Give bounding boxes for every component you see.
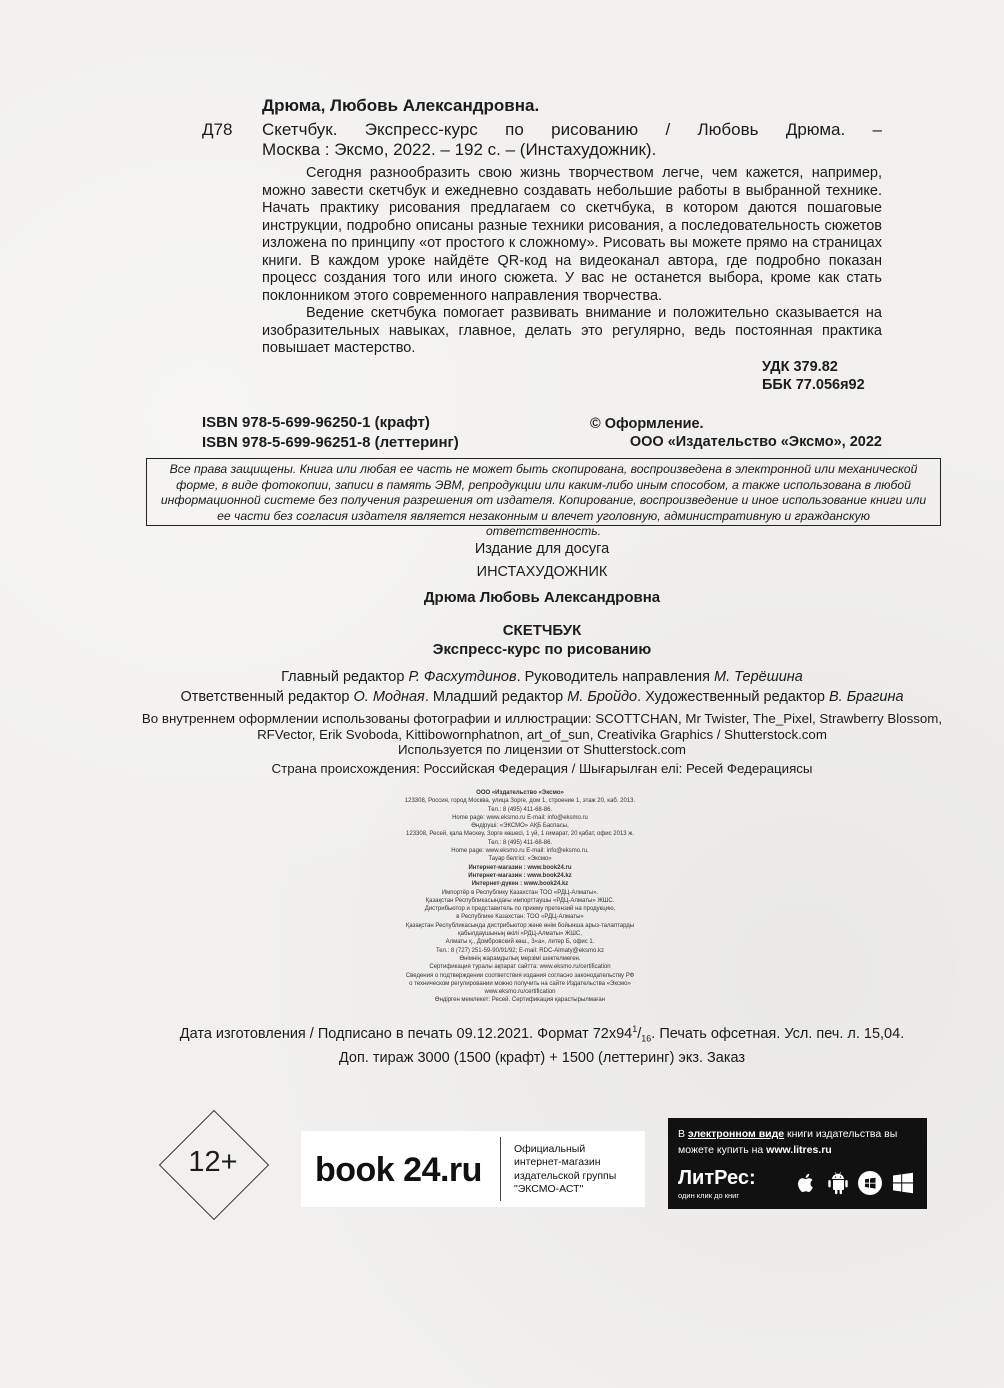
imprint-line: 123308, Ресей, қала Мәскеу, Зорге көшесі, 1 үй, 1 ғимарат, 20 қабат, офис 2013 ж. <box>406 831 634 838</box>
imprint-line: Тауар белгісі: «Эксмо» <box>488 856 552 863</box>
format-denominator: 16 <box>641 1033 652 1044</box>
imprint-line: Дистрибьютор и представитель по приему претензий на продукцию, <box>424 906 616 913</box>
copyright-block <box>590 415 882 451</box>
bbk-code: ББК 77.056я92 <box>762 377 865 393</box>
imprint-line: Өндірген мемлекет: Ресей. Сертификация қарастырылмаған <box>434 997 606 1004</box>
imprint-line: Өндіруші: «ЭКСМО» АҚБ Баспасы, <box>471 823 569 830</box>
label: Главный редактор <box>281 669 409 685</box>
imprint-line: Алматы қ., Домбровский көш., 3«а», литер Б, офис 1. <box>445 939 595 946</box>
litres-tagline: один клик до книг <box>678 1191 740 1200</box>
imprint-line: www.eksmo.ru/certification <box>484 989 556 996</box>
colophon-title <box>120 621 964 659</box>
imprint-line: Қазақстан Республикасындағы импорттаушы «РДЦ-Алматы» ЖШС. <box>425 897 615 904</box>
highlight: электронном виде <box>687 1128 785 1140</box>
colophon-author: Дрюма Любовь Александровна <box>423 589 661 606</box>
imprint-line: Интернет-магазин : www.book24.kz <box>468 872 572 879</box>
udk-code: УДК 379.82 <box>762 359 838 375</box>
imprint-line: Интернет-магазин : www.book24.ru <box>468 864 572 871</box>
credits-line: RFVector, Erik Svoboda, Kittibowornphatnon, art_of_sun, Creativika Graphics / Shutterstock.com <box>257 726 827 742</box>
bib-author-heading: Дрюма, Любовь Александровна. <box>262 96 540 115</box>
age-rating: 12+ <box>188 1146 238 1178</box>
text: книги издательства вы можете купить на <box>678 1128 898 1156</box>
desc-line: интернет-магазин <box>514 1156 601 1169</box>
litres-logo: ЛитРес: <box>678 1167 756 1189</box>
text: В <box>678 1128 688 1140</box>
bib-imprint-line: Москва : Эксмо, 2022. – 192 с. – (Инстахудожник). <box>262 140 657 159</box>
windows-phone-icon <box>857 1170 883 1196</box>
imprint-line: Сертификация туралы ақпарат сайтта: www.eksmo.ru/certification <box>429 964 611 971</box>
copyright-line: © Оформление. <box>590 416 704 432</box>
litres-site: www.litres.ru <box>766 1144 832 1156</box>
apple-icon <box>793 1170 819 1196</box>
windows-icon <box>890 1170 916 1196</box>
credits-line: Во внутреннем оформлении использованы фотографии и иллюстрации: SCOTTCHAN, Mr Twister, The_Pixel, Strawberry Blossom, <box>141 711 943 726</box>
book24-logo: book 24.ru <box>315 1151 482 1189</box>
desc-line: "ЭКСМО-АСТ" <box>514 1182 584 1195</box>
rights-notice: Все права защищены. Книга или любая ее часть не может быть скопирована, воспроизведена в электронной или механической форме, в виде фотокопии, записи в память ЭВМ, репродукции или каким-либо иным способом, а также использована в любой информационной системе без получения разрешения от издателя. Копирование, воспроизведение и иное использование книги или ее части без согласия издателя является незаконным и влечет уголовную, административную и гражданскую ответственность. <box>146 458 941 526</box>
imprint-line: ООО «Издательство «Эксмо» <box>476 790 564 796</box>
annotation <box>262 165 882 358</box>
direction-head: М. Терёшина <box>714 669 803 685</box>
license-line: Используется по лицензии от Shutterstock.com <box>397 742 686 757</box>
book24-description <box>514 1143 642 1196</box>
art-editor: В. Брагина <box>828 689 904 705</box>
imprint-line: Тел.: 8 (495) 411-68-86. <box>487 806 553 813</box>
responsible-editor: О. Модная <box>353 689 425 705</box>
edition-type: Издание для досуга <box>474 541 610 557</box>
label: Ответственный редактор <box>180 689 354 705</box>
classification-codes <box>762 358 882 394</box>
author-index-code: Д78 <box>202 120 233 139</box>
book24-banner[interactable] <box>301 1131 645 1207</box>
imprint-line: Өнімнің жарамдылық мерзімі шектелмеген. <box>459 955 581 962</box>
junior-editor: М. Бройдо <box>567 689 638 705</box>
imprint-line: Home page: www.eksmo.ru E-mail: info@eksmo.ru <box>452 814 588 821</box>
imprint-line: Тел.: 8 (727) 251-59-90/91/92; E-mail: RDC-Almaty@eksmo.kz <box>435 947 605 954</box>
imprint-line: в Республике Казахстан: ТОО «РДЦ-Алматы» <box>456 914 584 921</box>
imprint-line: Сведения о подтверждении соответствия издания согласно законодательству РФ <box>405 972 635 979</box>
label: . Художественный редактор <box>637 689 829 705</box>
series-name: ИНСТАХУДОЖНИК <box>476 564 608 580</box>
imprint-line: қабылдаушының өкілі «РДЦ-Алматы» ЖШС, <box>458 931 582 938</box>
print-run-line: Доп. тираж 3000 (1500 (крафт) + 1500 (леттеринг) экз. Заказ <box>338 1049 746 1066</box>
book-subtitle: Экспресс-курс по рисованию <box>432 641 652 658</box>
print-method: . Печать офсетная. Усл. печ. л. 15,04. <box>651 1025 905 1042</box>
desc-line: Официальный <box>514 1143 586 1155</box>
chief-editor: Р. Фасхутдинов <box>408 669 517 685</box>
print-date-format: Дата изготовления / Подписано в печать 09.12.2021. Формат 72х94 <box>179 1025 633 1042</box>
editors-line <box>120 689 964 705</box>
format-numerator: 1 <box>632 1024 638 1034</box>
isbn-kraft: ISBN 978-5-699-96250-1 (крафт) <box>202 414 430 431</box>
bib-title-line: Скетчбук. Экспресс-курс по рисованию / Любовь Дрюма. – <box>262 120 882 139</box>
isbn-block <box>202 413 459 453</box>
publisher-imprint <box>300 789 740 1005</box>
imprint-line: Home page: www.eksmo.ru E-mail: info@eksmo.ru. <box>451 848 589 855</box>
country-of-origin: Страна происхождения: Российская Федерация / Шығарылған елі: Ресей Федерациясы <box>271 761 813 776</box>
imprint-line: Тел.: 8 (495) 411-68-86. <box>487 839 553 846</box>
isbn-lettering: ISBN 978-5-699-96251-8 (леттеринг) <box>202 434 459 451</box>
litres-banner[interactable] <box>668 1118 927 1209</box>
annotation-paragraph: Ведение скетчбука помогает развивать внимание и положительно сказывается на изобразительных навыках, главное, делать это регулярно, ведь постоянная практика повышает мастерство. <box>262 305 882 356</box>
illustration-credits <box>120 711 964 758</box>
book-title: СКЕТЧБУК <box>502 622 582 639</box>
imprint-line: Интернет-дүкен : www.book24.kz <box>471 881 569 888</box>
litres-promo-text <box>678 1126 923 1158</box>
label: . Руководитель направления <box>516 669 714 685</box>
label: . Младший редактор <box>424 689 568 705</box>
annotation-paragraph: Сегодня разнообразить свою жизнь творчеством легче, чем кажется, например, можно завести скетчбук и ежедневно создавать небольшие работы в выбранной технике. Начать практику рисования предлагаем со скетчбука, в котором даются пошаговые инструкции, подробно описаны разные техники рисования, а последовательность сюжетов изложена по принципу «от простого к сложному». Рисовать вы можете прямо на страницах книги. В каждом уроке найдёте QR-код на видеоканал автора, где подробно показан процесс создания того или иного сюжета. У вас не останется выбора, кроме как стать поклонником этого современного направления творчества. <box>262 165 882 304</box>
copyright-publisher: ООО «Издательство «Эксмо», 2022 <box>629 434 882 450</box>
imprint-line: Импортёр в Республику Казахстан ТОО «РДЦ-Алматы». <box>441 889 599 896</box>
android-icon <box>825 1170 851 1196</box>
print-data <box>120 1020 964 1068</box>
print-specs-line: Дата изготовления / Подписано в печать 09.12.2021. Формат $72х94^1/_{16}$. Печать офсетная. Усл. печ. л. 15,04. <box>179 1024 905 1044</box>
imprint-line: о техническом регулировании можно получить на сайте Издательства «Эксмо» <box>409 980 631 987</box>
imprint-line: Қазақстан Республикасында дистрибьютор және өнім бойынша арыз-талаптарды <box>405 922 635 929</box>
desc-line: издательской группы <box>514 1169 617 1182</box>
age-rating-badge <box>159 1110 267 1218</box>
divider <box>500 1137 501 1201</box>
editors-line <box>120 669 964 685</box>
imprint-line: 123308, Россия, город Москва, улица Зорге, дом 1, строение 1, этаж 20, каб. 2013. <box>404 798 636 805</box>
